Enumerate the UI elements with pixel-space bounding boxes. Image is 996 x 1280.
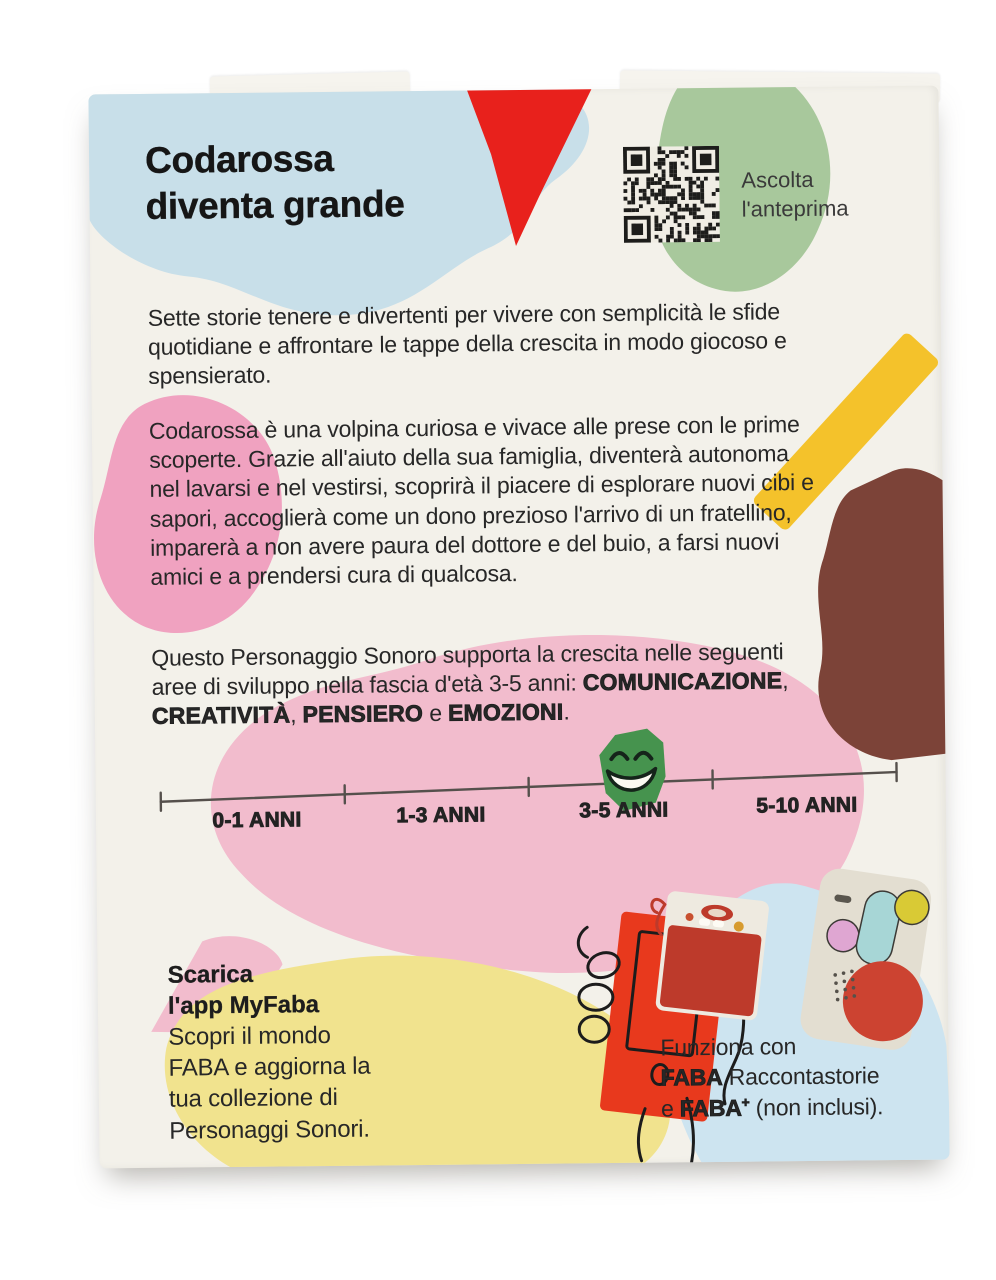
compat-line1: Funziona con [660, 1033, 797, 1061]
description-paragraph: Codarossa è una volpina curiosa e vivace alle prese con le prime scoperte. Grazie all'aiuto della sua famiglia, diventerà autonoma nel lavarsi e nel vestirsi, scoprirà il piacere di esplorare nuovi cibi e sapori, accoglierà come un dono prezioso l'arrivo di un fratellino, imparerà a non avere paura del dottore e del buio, a farsi nuovi amici e a prendersi cura di qualcosa. [148, 411, 814, 590]
area-pensiero: PENSIERO [302, 700, 424, 728]
compat-line3-rest: (non inclusi). [749, 1092, 884, 1121]
compat-line2-rest: Raccontastorie [722, 1062, 880, 1091]
area-separator: , [782, 667, 789, 694]
app-body: Scopri il mondo FABA e aggiorna la tua collezione di Personaggi Sonori. [168, 1021, 371, 1145]
brown-paper-blob [792, 464, 947, 766]
qr-caption: Ascolta l'anteprima [741, 166, 849, 222]
intro-paragraph: Sette storie tenere e divertenti per vivere con semplicità le sfide quotidiane e affrontare le tappe della crescita in modo giocoso e spensierato. [147, 298, 787, 390]
timeline-label-3-5: 3-5 ANNI [579, 798, 669, 823]
development-intro: Questo Personaggio Sonoro supporta la crescita nelle seguenti aree di sviluppo nella fascia d'età 3-5 anni: [151, 638, 784, 701]
compat-line3-pre: e [660, 1095, 680, 1122]
timeline-label-1-3: 1-3 ANNI [396, 803, 486, 828]
development-paragraph [151, 637, 812, 732]
area-comunicazione: COMUNICAZIONE [582, 667, 783, 696]
compatibility-note [660, 1030, 941, 1124]
product-title: Codarossa diventa grande [144, 137, 405, 227]
faba-brand: FABA [660, 1064, 723, 1091]
timeline-label-5-10: 5-10 ANNI [756, 793, 858, 818]
faba-storyteller-device [649, 879, 783, 1038]
product-box-back [88, 86, 949, 1169]
app-heading: Scarica l'app MyFaba [167, 960, 320, 1020]
red-paper-wedge [464, 87, 596, 248]
qr-code [623, 146, 720, 243]
area-conjunction: e [422, 700, 449, 727]
area-separator: , [290, 701, 303, 728]
area-period: . [563, 698, 570, 725]
faba-plus-brand: FABA [679, 1094, 742, 1122]
timeline-label-0-1: 0-1 ANNI [212, 808, 302, 833]
faba-plus-sup: + [741, 1094, 750, 1110]
area-emozioni: EMOZIONI [447, 698, 564, 727]
area-creativita: CREATIVITÀ [151, 701, 291, 730]
